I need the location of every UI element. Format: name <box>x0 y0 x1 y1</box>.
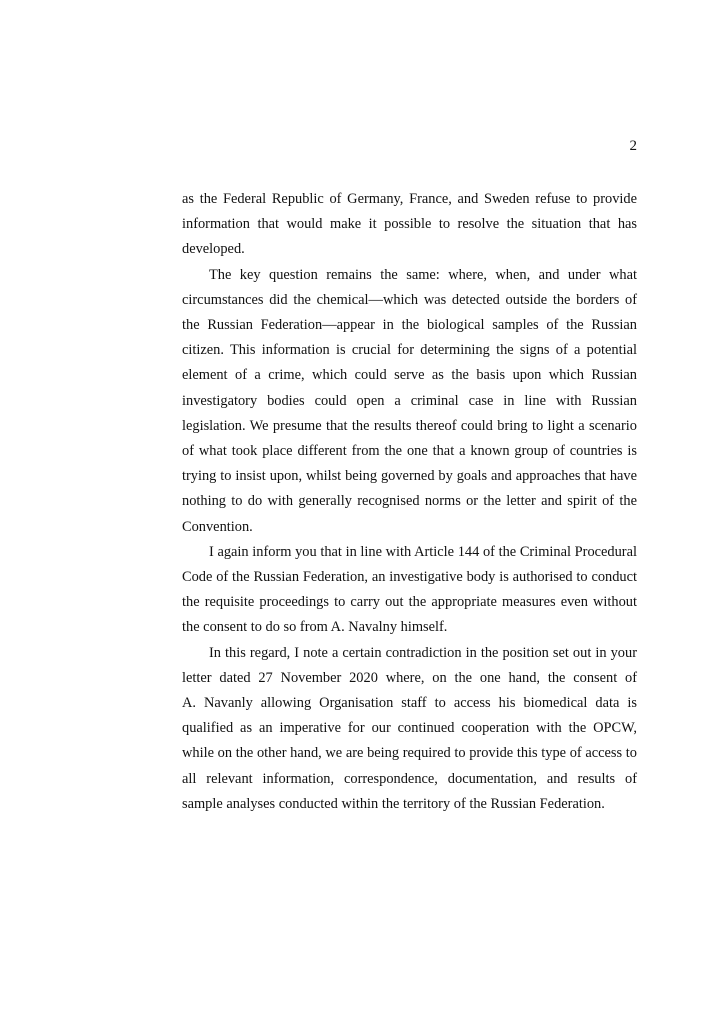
paragraph-continuation: as the Federal Republic of Germany, France, and Sweden refuse to provide information that would make it possible to resolve the situation that has developed. <box>182 191 637 258</box>
paragraph-contradiction: In this regard, I note a certain contradiction in the position set out in your letter dated 27 November 2020 where, on the one hand, the consent of A. Navanly allowing Organisation staff to access his biomedical data is qualified as an imperative for our continued cooperation with the OPCW, while on the other hand, we are being required to provide this type of access to all relevant information, correspondence, documentation, and results of sample analyses conducted within the territory of the Russian Federation. <box>182 644 637 812</box>
paragraph-key-question: The key question remains the same: where, when, and under what circumstances did the chemical—which was detected outside the borders of the Russian Federation—appear in the biological samples of the Russian citizen. This information is crucial for determining the signs of a potential element of a crime, which could serve as the basis upon which Russian investigatory bodies could open a criminal case in line with Russian legislation. We presume that the results thereof could bring to light a scenario of what took place different from the one that a known group of countries is trying to insist upon, whilst being governed by goals and approaches that have nothing to do with generally recognised norms or the letter and spirit of the Convention. <box>182 266 637 535</box>
letter-body <box>182 187 637 817</box>
page-number: 2 <box>629 138 637 154</box>
paragraph-article-144: I again inform you that in line with Article 144 of the Criminal Procedural Code of the Russian Federation, an investigative body is authorised to conduct the requisite proceedings to carry out the appropriate measures even without the consent to do so from A. Navalny himself. <box>182 543 637 636</box>
